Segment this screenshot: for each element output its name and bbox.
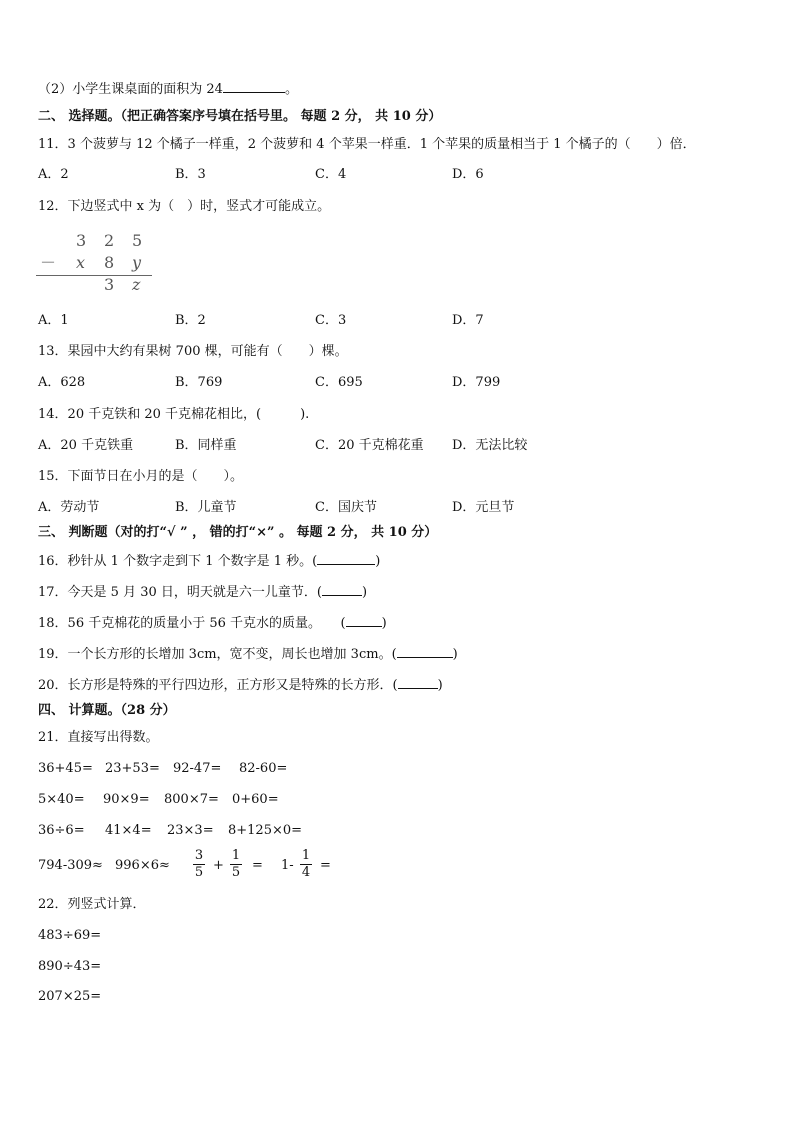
calc-item: 5×40= <box>38 792 85 807</box>
option-a[interactable]: A．2 <box>38 167 69 182</box>
digit: 5 <box>132 231 143 250</box>
calc-item: 92-47= <box>173 761 222 776</box>
question-13-options <box>38 374 638 392</box>
equals-sign: = <box>320 858 331 873</box>
option-d[interactable]: D．7 <box>452 313 484 328</box>
calc-item: 483÷69= <box>38 928 102 943</box>
question-10-part-2: （2）小学生课桌面的面积为 24 。 <box>38 82 298 97</box>
fraction-1-5: 1 5 <box>231 848 241 880</box>
vertical-subtraction <box>36 232 154 294</box>
option-d[interactable]: D．无法比较 <box>452 438 528 453</box>
section-2-title: 二、 选择题。（把正确答案序号填在括号里。 每题 2 分， 共 10 分） <box>38 109 442 124</box>
calc-item: 800×7= <box>164 792 219 807</box>
question-15-stem: 15．下面节日在小月的是（ ）。 <box>38 469 244 484</box>
section-4-title: 四、 计算题。（28 分） <box>38 703 176 718</box>
equals-sign: = <box>252 858 263 873</box>
vertical-rule <box>36 275 152 276</box>
calc-item: 207×25= <box>38 989 102 1004</box>
digit: 3 <box>104 275 115 294</box>
question-16: 16．秒针从 1 个数字走到下 1 个数字是 1 秒。( ) <box>38 554 381 569</box>
option-b[interactable]: B．儿童节 <box>175 500 237 515</box>
calc-item: 36+45= <box>38 761 93 776</box>
question-22-stem: 22．列竖式计算． <box>38 897 146 912</box>
calc-item: 36÷6= <box>38 823 85 838</box>
option-b[interactable]: B．769 <box>175 375 223 390</box>
digit-x: x <box>76 253 86 272</box>
question-11-options <box>38 166 638 184</box>
question-20: 20．长方形是特殊的平行四边形，正方形又是特殊的长方形．( ) <box>38 678 443 693</box>
calc-item: 90×9= <box>103 792 150 807</box>
option-a[interactable]: A．20 千克铁重 <box>38 438 134 453</box>
option-d[interactable]: D．799 <box>452 375 501 390</box>
question-12-stem: 12．下边竖式中 x 为（ ）时，竖式才可能成立。 <box>38 199 331 214</box>
option-b[interactable]: B．3 <box>175 167 206 182</box>
question-11-stem: 11．3 个菠萝与 12 个橘子一样重，2 个菠萝和 4 个苹果一样重．1 个苹果的质量相当于 1 个橘子的（ ）倍． <box>38 137 696 152</box>
digit: 2 <box>104 231 115 250</box>
option-b[interactable]: B．2 <box>175 313 206 328</box>
option-b[interactable]: B．同样重 <box>175 438 237 453</box>
question-19: 19．一个长方形的长增加 3cm，宽不变，周长也增加 3cm。( ) <box>38 647 458 662</box>
answer-blank[interactable] <box>398 676 438 689</box>
digit: 3 <box>76 231 87 250</box>
calc-item: 890÷43= <box>38 959 102 974</box>
calc-item: 82-60= <box>239 761 288 776</box>
question-21-stem: 21．直接写出得数。 <box>38 730 159 745</box>
fraction-3-5: 3 5 <box>194 848 204 880</box>
option-c[interactable]: C．695 <box>315 375 363 390</box>
question-13-stem: 13．果园中大约有果树 700 棵，可能有（ ）棵。 <box>38 344 348 359</box>
question-12-options <box>38 312 638 330</box>
answer-blank[interactable] <box>223 80 285 93</box>
option-a[interactable]: A．劳动节 <box>38 500 100 515</box>
digit-y: y <box>132 253 142 272</box>
option-d[interactable]: D．元旦节 <box>452 500 515 515</box>
question-14-stem: 14．20 千克铁和 20 千克棉花相比，( ). <box>38 407 310 422</box>
calc-item: 0+60= <box>232 792 279 807</box>
question-14-options <box>38 437 638 455</box>
option-a[interactable]: A．1 <box>38 313 69 328</box>
calc-item: 41×4= <box>105 823 152 838</box>
digit: 8 <box>104 253 115 272</box>
calc-item: 1- <box>281 858 294 873</box>
calc-item: 8+125×0= <box>228 823 303 838</box>
option-c[interactable]: C．20 千克棉花重 <box>315 438 424 453</box>
option-c[interactable]: C．4 <box>315 167 347 182</box>
calc-item: 23×3= <box>167 823 214 838</box>
answer-blank[interactable] <box>317 552 375 565</box>
question-18: 18．56 千克棉花的质量小于 56 千克水的质量。 ( ) <box>38 616 387 631</box>
option-a[interactable]: A．628 <box>38 375 86 390</box>
answer-blank[interactable] <box>322 583 362 596</box>
answer-blank[interactable] <box>346 614 382 627</box>
calc-item: 996×6≈ <box>115 858 170 873</box>
fraction-1-4: 1 4 <box>301 848 311 880</box>
calc-item: 23+53= <box>105 761 160 776</box>
section-3-title: 三、 判断题（对的打“√ ” ， 错的打“×” 。 每题 2 分， 共 10 分） <box>38 525 438 540</box>
option-c[interactable]: C．3 <box>315 313 347 328</box>
answer-blank[interactable] <box>397 645 453 658</box>
option-d[interactable]: D．6 <box>452 167 484 182</box>
digit-z: z <box>132 275 141 294</box>
calc-item: 794-309≈ <box>38 858 103 873</box>
minus-sign: － <box>40 253 57 272</box>
plus-sign: + <box>213 858 224 873</box>
option-c[interactable]: C．国庆节 <box>315 500 377 515</box>
question-15-options <box>38 499 638 517</box>
question-17: 17．今天是 5 月 30 日，明天就是六一儿童节．( ) <box>38 585 368 600</box>
